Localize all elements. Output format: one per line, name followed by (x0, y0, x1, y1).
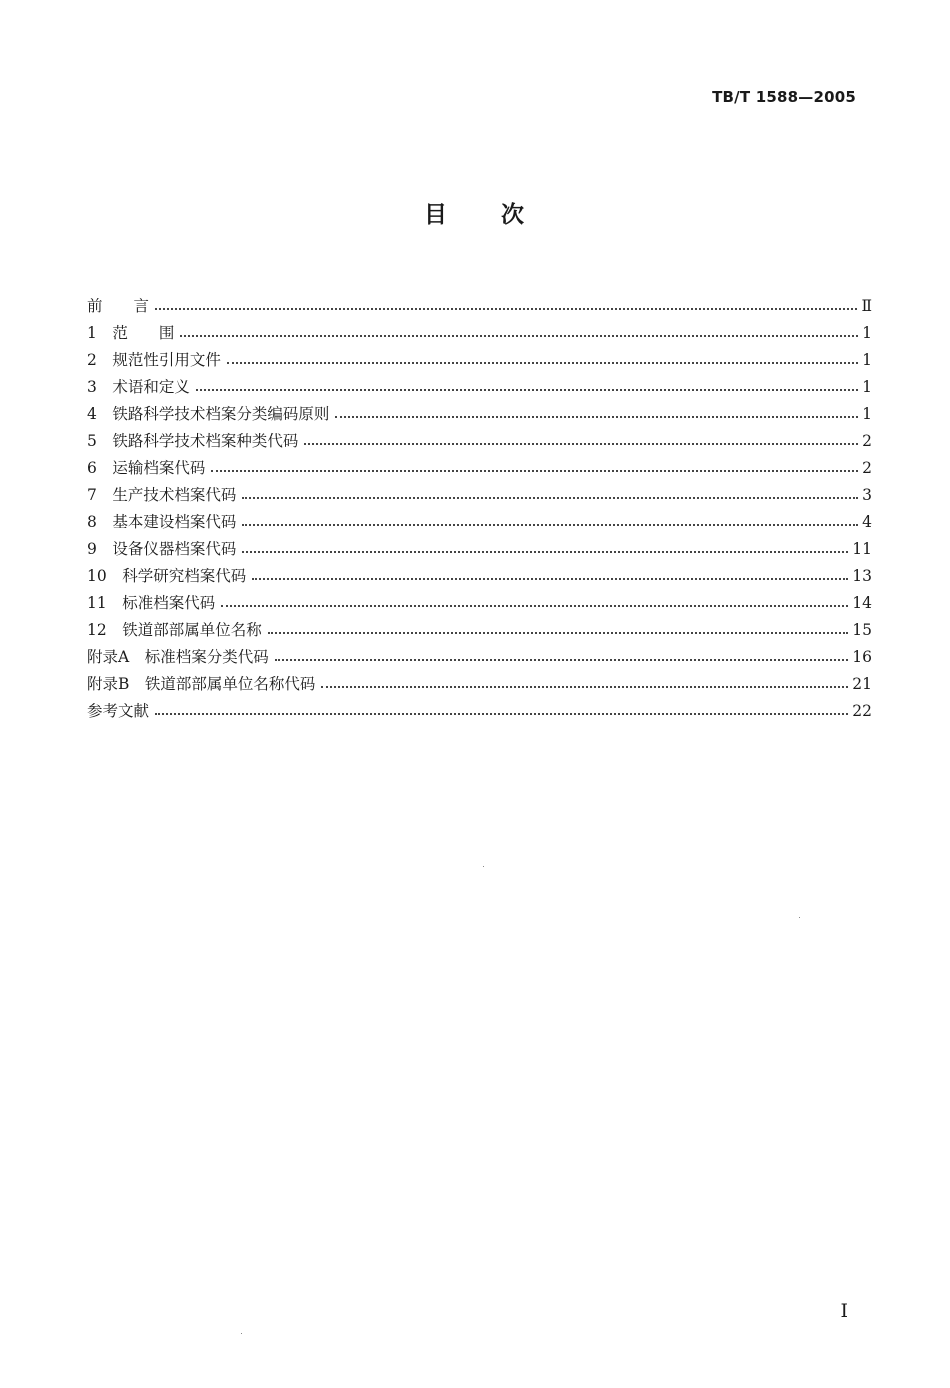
toc-entry-label: 范 围 (112, 324, 175, 342)
toc-leader-dots (242, 550, 848, 553)
toc-entry-label: 科学研究档案代码 (122, 567, 247, 585)
toc-entry-number: 12 (87, 621, 107, 639)
toc-entry-label: 术语和定义 (112, 378, 190, 396)
toc-entry-11[interactable] (87, 591, 872, 618)
toc-entry-page: 4 (862, 513, 872, 531)
toc-entry-label: 标准档案分类代码 (144, 648, 269, 666)
toc-entry-number: 9 (87, 540, 97, 558)
toc-leader-dots (155, 307, 857, 310)
toc-leader-dots (275, 658, 849, 661)
toc-entry-label: 设备仪器档案代码 (112, 540, 237, 558)
toc-entry-foreword[interactable] (87, 294, 872, 321)
toc-entry-gap (97, 375, 113, 397)
toc-entry-appendix-a[interactable] (87, 645, 872, 672)
toc-entry-page: 14 (852, 594, 872, 612)
toc-entry-3[interactable] (87, 375, 872, 402)
toc-entry-8[interactable] (87, 510, 872, 537)
toc-entry-page: 13 (852, 567, 872, 585)
toc-entry-number: 1 (87, 324, 97, 342)
toc-title-char-2: 次 (501, 202, 526, 228)
toc-leader-dots (211, 469, 858, 472)
toc-entry-gap (97, 348, 113, 370)
toc-entry-page: 21 (852, 675, 872, 693)
toc-leader-dots (196, 388, 858, 391)
toc-entry-gap (97, 537, 113, 559)
toc-entry-gap (107, 591, 123, 613)
toc-entry-number: 3 (87, 378, 97, 396)
toc-entry-page: 16 (852, 648, 872, 666)
toc-entry-number: 前 (87, 297, 103, 315)
toc-entry-label: 铁道部部属单位名称代码 (144, 675, 316, 693)
toc-entry-label: 铁道部部属单位名称 (122, 621, 262, 639)
toc-entry-gap (129, 645, 145, 667)
toc-leader-dots (335, 415, 858, 418)
toc-entry-label: 生产技术档案代码 (112, 486, 237, 504)
toc-entry-number: 10 (87, 567, 107, 585)
toc-entry-4[interactable] (87, 402, 872, 429)
toc-leader-dots (242, 523, 858, 526)
toc-entry-number: 附录B (87, 675, 130, 693)
toc-leader-dots (268, 631, 849, 634)
toc-entry-gap (97, 402, 113, 424)
toc-entry-number: 参考文献 (87, 702, 150, 720)
toc-entry-10[interactable] (87, 564, 872, 591)
toc-entry-number: 4 (87, 405, 97, 423)
toc-entry-page: 1 (862, 351, 872, 369)
toc-entry-gap (103, 294, 134, 316)
toc-entry-7[interactable] (87, 483, 872, 510)
toc-entry-6[interactable] (87, 456, 872, 483)
scan-speck (241, 1333, 242, 1334)
toc-entry-label: 运输档案代码 (112, 459, 206, 477)
toc-entry-page: 11 (852, 540, 872, 558)
toc-entry-label: 基本建设档案代码 (112, 513, 237, 531)
toc-entry-gap (97, 483, 113, 505)
toc-leader-dots (221, 604, 848, 607)
toc-entry-9[interactable] (87, 537, 872, 564)
toc-entry-2[interactable] (87, 348, 872, 375)
toc-entry-12[interactable] (87, 618, 872, 645)
toc-entry-gap (107, 618, 123, 640)
toc-entry-references[interactable] (87, 699, 872, 726)
toc-entry-number: 7 (87, 486, 97, 504)
toc-leader-dots (252, 577, 848, 580)
toc-title-char-1: 目 (424, 202, 449, 228)
toc-entry-page: Ⅱ (861, 297, 872, 315)
toc-leader-dots (321, 685, 848, 688)
toc-entry-page: 15 (852, 621, 872, 639)
toc-leader-dots (180, 334, 858, 337)
toc-entry-page: 22 (852, 702, 872, 720)
toc-entry-label: 标准档案代码 (122, 594, 216, 612)
toc-entry-number: 8 (87, 513, 97, 531)
toc-title (0, 196, 950, 229)
toc-entry-gap (97, 456, 113, 478)
toc-entry-number: 2 (87, 351, 97, 369)
toc-entry-appendix-b[interactable] (87, 672, 872, 699)
toc-entry-gap (107, 564, 123, 586)
toc-entry-number: 5 (87, 432, 97, 450)
toc-entry-page: 2 (862, 459, 872, 477)
toc-leader-dots (155, 712, 848, 715)
toc-leader-dots (304, 442, 858, 445)
toc-entry-label: 言 (133, 297, 150, 315)
toc-entry-number: 11 (87, 594, 107, 612)
scan-speck (799, 917, 800, 918)
toc-leader-dots (227, 361, 858, 364)
toc-entry-gap (129, 672, 145, 694)
toc-entry-1[interactable] (87, 321, 872, 348)
toc-list (87, 294, 872, 726)
page-number: I (840, 1300, 848, 1322)
scan-speck (483, 866, 484, 867)
toc-entry-label: 铁路科学技术档案分类编码原则 (112, 405, 330, 423)
toc-entry-gap (97, 510, 113, 532)
toc-entry-number: 6 (87, 459, 97, 477)
toc-entry-page: 1 (862, 405, 872, 423)
toc-entry-page: 1 (862, 324, 872, 342)
standard-code: TB/T 1588—2005 (712, 88, 856, 106)
toc-entry-gap (97, 429, 113, 451)
toc-entry-page: 3 (862, 486, 872, 504)
toc-entry-5[interactable] (87, 429, 872, 456)
toc-entry-label: 规范性引用文件 (112, 351, 221, 369)
toc-entry-label: 铁路科学技术档案种类代码 (112, 432, 299, 450)
toc-leader-dots (242, 496, 858, 499)
toc-entry-page: 2 (862, 432, 872, 450)
toc-entry-number: 附录A (87, 648, 130, 666)
toc-entry-page: 1 (862, 378, 872, 396)
toc-entry-gap (97, 321, 113, 343)
